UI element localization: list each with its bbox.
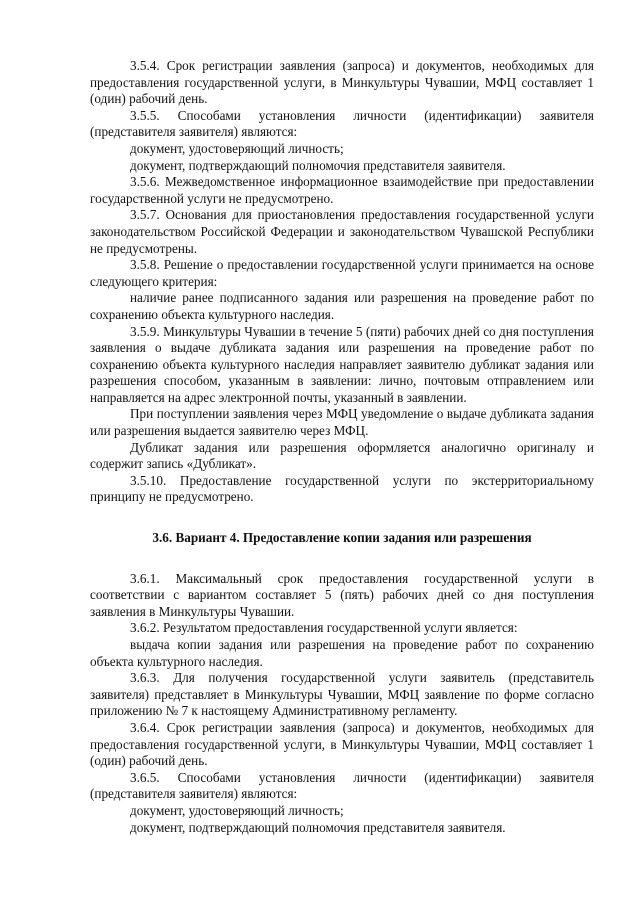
paragraph: При поступлении заявления через МФЦ уведомление о выдаче дубликата задания или разрешения выдается заявителю через МФЦ. <box>90 406 594 439</box>
paragraph: 3.5.9. Минкультуры Чувашии в течение 5 (пяти) рабочих дней со дня поступления заявления о выдаче дубликата задания или разрешения на проведение работ по сохранению объекта культурного наследия направляет заявителю дубликат задания или разрешения способом, указанным в заявлении: лично, почтовым отправлением или направляется на адрес электронной почты, указанный в заявлении. <box>90 323 594 405</box>
paragraph: 3.5.8. Решение о предоставлении государственной услуги принимается на основе следующего критерия: <box>90 257 594 289</box>
paragraph: 3.6.3. Для получения государственной услуги заявитель (представитель заявителя) представляет в Минкультуры Чувашии, МФЦ заявление по форме согласно приложению № 7 к настоящему Административному регламенту. <box>90 670 594 719</box>
paragraph: выдача копии задания или разрешения на проведение работ по сохранению объекта культурного наследия. <box>90 637 594 669</box>
paragraph: документ, удостоверяющий личность; <box>130 140 344 156</box>
paragraph: документ, подтверждающий полномочия представителя заявителя. <box>130 157 506 173</box>
section-heading: 3.6. Вариант 4. Предоставление копии задания или разрешения <box>152 530 532 546</box>
paragraph: 3.5.5. Способами установления личности (идентификации) заявителя (представителя заявителя) являются: <box>90 107 594 140</box>
paragraph: 3.5.10. Предоставление государственной услуги по экстерриториальному принципу не предусмотрено. <box>90 472 594 505</box>
paragraph: наличие ранее подписанного задания или разрешения на проведение работ по сохранению объекта культурного наследия. <box>90 290 594 322</box>
paragraph: 3.5.7. Основания для приостановления предоставления государственной услуги законодательством Российской Федерации и законодательством Чувашской Республики не предусмотрены. <box>90 207 594 256</box>
paragraph: 3.5.6. Межведомственное информационное взаимодействие при предоставлении государственной услуги не предусмотрено. <box>90 174 594 206</box>
paragraph: 3.6.1. Максимальный срок предоставления государственной услуги в соответствии с вариантом составляет 5 (пять) рабочих дней со дня поступления заявления в Минкультуры Чувашии. <box>90 570 594 619</box>
paragraph: документ, подтверждающий полномочия представителя заявителя. <box>130 819 506 835</box>
paragraph: 3.6.4. Срок регистрации заявления (запроса) и документов, необходимых для предоставления государственной услуги, в Минкультуры Чувашии, МФЦ составляет 1 (один) рабочий день. <box>90 719 594 769</box>
paragraph: 3.6.2. Результатом предоставления государственной услуги является: <box>130 620 518 636</box>
paragraph: 3.5.4. Срок регистрации заявления (запроса) и документов, необходимых для предоставления государственной услуги, в Минкультуры Чувашии, МФЦ составляет 1 (один) рабочий день. <box>90 58 594 107</box>
paragraph: 3.6.5. Способами установления личности (идентификации) заявителя (представителя заявителя) являются: <box>90 769 594 802</box>
paragraph: Дубликат задания или разрешения оформляется аналогично оригиналу и содержит запись «Дубликат». <box>90 439 594 472</box>
paragraph: документ, удостоверяющий личность; <box>130 802 344 818</box>
